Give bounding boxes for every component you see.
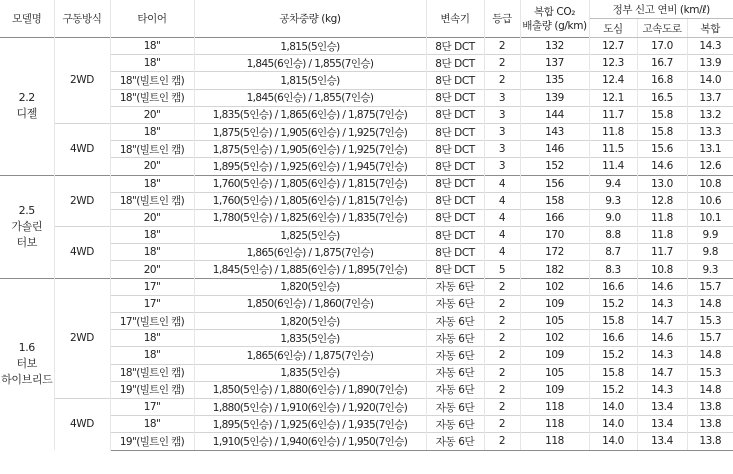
city-efficiency-cell: 15.2	[589, 381, 637, 398]
transmission-cell: 자동 6단	[426, 330, 484, 347]
table-row	[0, 433, 733, 450]
tire-cell: 18"(빌트인 캠)	[110, 364, 194, 381]
grade-cell: 5	[484, 261, 520, 278]
combined-efficiency-cell: 14.8	[687, 381, 733, 398]
city-efficiency-cell: 15.2	[589, 347, 637, 364]
tire-cell: 18"(빌트인 캠)	[110, 141, 194, 158]
transmission-cell: 자동 6단	[426, 313, 484, 330]
grade-cell: 3	[484, 158, 520, 175]
transmission-cell: 자동 6단	[426, 364, 484, 381]
city-efficiency-cell: 15.8	[589, 364, 637, 381]
highway-efficiency-cell: 14.7	[637, 313, 687, 330]
weight-cell: 1,865(6인승) / 1,875(7인승)	[194, 347, 426, 364]
table-row	[0, 38, 733, 55]
grade-cell: 2	[484, 278, 520, 295]
transmission-cell: 8단 DCT	[426, 106, 484, 123]
header-co2-line2: 배출량 (g/km)	[522, 19, 587, 32]
city-efficiency-cell: 11.5	[589, 141, 637, 158]
table-row	[0, 278, 733, 295]
co2-cell: 105	[520, 364, 589, 381]
table-row	[0, 330, 733, 347]
transmission-cell: 8단 DCT	[426, 123, 484, 140]
highway-efficiency-cell: 15.8	[637, 106, 687, 123]
city-efficiency-cell: 8.3	[589, 261, 637, 278]
city-efficiency-cell: 9.0	[589, 209, 637, 226]
drive-type-cell: 4WD	[54, 227, 110, 279]
weight-cell: 1,850(5인승) / 1,880(6인승) / 1,890(7인승)	[194, 381, 426, 398]
table-row	[0, 398, 733, 415]
combined-efficiency-cell: 13.2	[687, 106, 733, 123]
tire-cell: 19"(빌트인 캠)	[110, 381, 194, 398]
tire-cell: 18"	[110, 55, 194, 72]
header-transmission: 변속기	[426, 0, 484, 38]
header-tire: 타이어	[110, 0, 194, 38]
transmission-cell: 자동 6단	[426, 295, 484, 312]
co2-cell: 135	[520, 72, 589, 89]
co2-cell: 132	[520, 38, 589, 55]
grade-cell: 3	[484, 106, 520, 123]
tire-cell: 18"	[110, 244, 194, 261]
tire-cell: 18"	[110, 227, 194, 244]
tire-cell: 18"	[110, 347, 194, 364]
combined-efficiency-cell: 14.3	[687, 38, 733, 55]
co2-cell: 143	[520, 123, 589, 140]
tire-cell: 18"(빌트인 캠)	[110, 89, 194, 106]
weight-cell: 1,825(5인승)	[194, 227, 426, 244]
grade-cell: 3	[484, 123, 520, 140]
co2-cell: 170	[520, 227, 589, 244]
transmission-cell: 자동 6단	[426, 416, 484, 433]
highway-efficiency-cell: 14.3	[637, 295, 687, 312]
combined-efficiency-cell: 12.6	[687, 158, 733, 175]
highway-efficiency-cell: 13.0	[637, 175, 687, 192]
tire-cell: 20"	[110, 106, 194, 123]
table-row	[0, 55, 733, 72]
co2-cell: 102	[520, 278, 589, 295]
co2-cell: 109	[520, 347, 589, 364]
grade-cell: 4	[484, 244, 520, 261]
co2-cell: 102	[520, 330, 589, 347]
weight-cell: 1,875(5인승) / 1,905(6인승) / 1,925(7인승)	[194, 141, 426, 158]
tire-cell: 18"	[110, 416, 194, 433]
co2-cell: 182	[520, 261, 589, 278]
tire-cell: 18"(빌트인 캠)	[110, 72, 194, 89]
table-row	[0, 347, 733, 364]
transmission-cell: 자동 6단	[426, 433, 484, 450]
weight-cell: 1,895(5인승) / 1,925(6인승) / 1,935(7인승)	[194, 416, 426, 433]
grade-cell: 2	[484, 55, 520, 72]
co2-cell: 139	[520, 89, 589, 106]
drive-type-cell: 2WD	[54, 38, 110, 124]
transmission-cell: 자동 6단	[426, 347, 484, 364]
highway-efficiency-cell: 14.3	[637, 347, 687, 364]
tire-cell: 18"	[110, 123, 194, 140]
co2-cell: 158	[520, 192, 589, 209]
grade-cell: 4	[484, 175, 520, 192]
model-name-line: 2.5	[18, 203, 35, 217]
transmission-cell: 8단 DCT	[426, 38, 484, 55]
header-co2	[520, 0, 589, 38]
transmission-cell: 8단 DCT	[426, 244, 484, 261]
table-row	[0, 381, 733, 398]
drive-type-cell: 4WD	[54, 398, 110, 450]
highway-efficiency-cell: 14.6	[637, 278, 687, 295]
tire-cell: 18"	[110, 175, 194, 192]
table-row	[0, 141, 733, 158]
combined-efficiency-cell: 13.8	[687, 416, 733, 433]
header-model: 모델명	[0, 0, 54, 38]
table-row	[0, 227, 733, 244]
grade-cell: 2	[484, 347, 520, 364]
city-efficiency-cell: 11.8	[589, 123, 637, 140]
model-name-line: 디젤	[16, 107, 37, 121]
co2-cell: 137	[520, 55, 589, 72]
highway-efficiency-cell: 10.8	[637, 261, 687, 278]
header-highway: 고속도로	[637, 19, 687, 38]
drive-type-cell: 4WD	[54, 123, 110, 175]
table-body	[0, 38, 733, 451]
co2-cell: 144	[520, 106, 589, 123]
combined-efficiency-cell: 13.1	[687, 141, 733, 158]
co2-cell: 172	[520, 244, 589, 261]
weight-cell: 1,815(5인승)	[194, 38, 426, 55]
transmission-cell: 자동 6단	[426, 278, 484, 295]
weight-cell: 1,815(5인승)	[194, 72, 426, 89]
header-drive: 구동방식	[54, 0, 110, 38]
city-efficiency-cell: 12.4	[589, 72, 637, 89]
combined-efficiency-cell: 15.7	[687, 278, 733, 295]
model-name-cell	[0, 175, 54, 278]
weight-cell: 1,835(5인승) / 1,865(6인승) / 1,875(7인승)	[194, 106, 426, 123]
co2-cell: 118	[520, 398, 589, 415]
highway-efficiency-cell: 15.8	[637, 123, 687, 140]
weight-cell: 1,850(6인승) / 1,860(7인승)	[194, 295, 426, 312]
tire-cell: 18"	[110, 38, 194, 55]
city-efficiency-cell: 12.3	[589, 55, 637, 72]
tire-cell: 20"	[110, 261, 194, 278]
tire-cell: 17"(빌트인 캠)	[110, 313, 194, 330]
highway-efficiency-cell: 14.3	[637, 381, 687, 398]
grade-cell: 2	[484, 364, 520, 381]
highway-efficiency-cell: 17.0	[637, 38, 687, 55]
highway-efficiency-cell: 14.6	[637, 158, 687, 175]
table-row	[0, 192, 733, 209]
co2-cell: 105	[520, 313, 589, 330]
highway-efficiency-cell: 13.4	[637, 416, 687, 433]
co2-cell: 118	[520, 416, 589, 433]
city-efficiency-cell: 15.2	[589, 295, 637, 312]
weight-cell: 1,780(5인승) / 1,825(6인승) / 1,835(7인승)	[194, 209, 426, 226]
grade-cell: 4	[484, 192, 520, 209]
transmission-cell: 8단 DCT	[426, 175, 484, 192]
grade-cell: 2	[484, 381, 520, 398]
combined-efficiency-cell: 15.3	[687, 313, 733, 330]
combined-efficiency-cell: 9.9	[687, 227, 733, 244]
highway-efficiency-cell: 13.4	[637, 398, 687, 415]
city-efficiency-cell: 14.0	[589, 433, 637, 450]
combined-efficiency-cell: 13.9	[687, 55, 733, 72]
combined-efficiency-cell: 9.3	[687, 261, 733, 278]
co2-cell: 109	[520, 381, 589, 398]
highway-efficiency-cell: 16.7	[637, 55, 687, 72]
highway-efficiency-cell: 12.8	[637, 192, 687, 209]
transmission-cell: 8단 DCT	[426, 55, 484, 72]
combined-efficiency-cell: 10.8	[687, 175, 733, 192]
table-row	[0, 209, 733, 226]
drive-type-cell: 2WD	[54, 278, 110, 398]
table-row	[0, 175, 733, 192]
co2-cell: 109	[520, 295, 589, 312]
grade-cell: 2	[484, 38, 520, 55]
table-row	[0, 261, 733, 278]
weight-cell: 1,820(5인승)	[194, 313, 426, 330]
tire-cell: 17"	[110, 398, 194, 415]
tire-cell: 20"	[110, 158, 194, 175]
city-efficiency-cell: 14.0	[589, 416, 637, 433]
co2-cell: 146	[520, 141, 589, 158]
grade-cell: 2	[484, 330, 520, 347]
grade-cell: 3	[484, 141, 520, 158]
model-name-line: 터보	[16, 235, 37, 249]
header-city: 도심	[589, 19, 637, 38]
model-name-line: 터보	[16, 357, 37, 371]
model-name-line: 2.2	[18, 91, 35, 105]
table-row	[0, 89, 733, 106]
header-combined: 복합	[687, 19, 733, 38]
co2-cell: 152	[520, 158, 589, 175]
weight-cell: 1,895(5인승) / 1,925(6인승) / 1,945(7인승)	[194, 158, 426, 175]
combined-efficiency-cell: 10.1	[687, 209, 733, 226]
highway-efficiency-cell: 14.7	[637, 364, 687, 381]
transmission-cell: 8단 DCT	[426, 89, 484, 106]
weight-cell: 1,865(6인승) / 1,875(7인승)	[194, 244, 426, 261]
city-efficiency-cell: 8.8	[589, 227, 637, 244]
combined-efficiency-cell: 15.3	[687, 364, 733, 381]
weight-cell: 1,760(5인승) / 1,805(6인승) / 1,815(7인승)	[194, 192, 426, 209]
grade-cell: 2	[484, 313, 520, 330]
transmission-cell: 8단 DCT	[426, 209, 484, 226]
weight-cell: 1,910(5인승) / 1,940(6인승) / 1,950(7인승)	[194, 433, 426, 450]
model-name-line: 1.6	[18, 341, 35, 355]
weight-cell: 1,820(5인승)	[194, 278, 426, 295]
highway-efficiency-cell: 13.4	[637, 433, 687, 450]
city-efficiency-cell: 16.6	[589, 330, 637, 347]
highway-efficiency-cell: 11.7	[637, 244, 687, 261]
table-row	[0, 416, 733, 433]
transmission-cell: 8단 DCT	[426, 141, 484, 158]
transmission-cell: 8단 DCT	[426, 227, 484, 244]
grade-cell: 2	[484, 398, 520, 415]
grade-cell: 4	[484, 227, 520, 244]
co2-cell: 118	[520, 433, 589, 450]
tire-cell: 19"(빌트인 캠)	[110, 433, 194, 450]
city-efficiency-cell: 11.7	[589, 106, 637, 123]
city-efficiency-cell: 9.4	[589, 175, 637, 192]
transmission-cell: 8단 DCT	[426, 192, 484, 209]
table-row	[0, 364, 733, 381]
city-efficiency-cell: 15.8	[589, 313, 637, 330]
weight-cell: 1,760(5인승) / 1,805(6인승) / 1,815(7인승)	[194, 175, 426, 192]
highway-efficiency-cell: 11.8	[637, 227, 687, 244]
combined-efficiency-cell: 13.8	[687, 433, 733, 450]
model-name-line: 가솔린	[11, 219, 43, 233]
model-name-cell	[0, 278, 54, 450]
table-row	[0, 244, 733, 261]
combined-efficiency-cell: 14.0	[687, 72, 733, 89]
city-efficiency-cell: 14.0	[589, 398, 637, 415]
table-row	[0, 295, 733, 312]
weight-cell: 1,845(5인승) / 1,885(6인승) / 1,895(7인승)	[194, 261, 426, 278]
combined-efficiency-cell: 10.6	[687, 192, 733, 209]
city-efficiency-cell: 12.7	[589, 38, 637, 55]
combined-efficiency-cell: 13.3	[687, 123, 733, 140]
transmission-cell: 8단 DCT	[426, 158, 484, 175]
transmission-cell: 자동 6단	[426, 381, 484, 398]
header-efficiency: 정부 신고 연비 (km/ℓ)	[589, 0, 733, 19]
combined-efficiency-cell: 9.8	[687, 244, 733, 261]
weight-cell: 1,875(5인승) / 1,905(6인승) / 1,925(7인승)	[194, 123, 426, 140]
table-header	[0, 0, 733, 38]
grade-cell: 2	[484, 295, 520, 312]
highway-efficiency-cell: 14.6	[637, 330, 687, 347]
city-efficiency-cell: 11.4	[589, 158, 637, 175]
combined-efficiency-cell: 13.8	[687, 398, 733, 415]
tire-cell: 20"	[110, 209, 194, 226]
tire-cell: 18"(빌트인 캠)	[110, 192, 194, 209]
combined-efficiency-cell: 13.7	[687, 89, 733, 106]
model-name-cell	[0, 38, 54, 176]
table-row	[0, 313, 733, 330]
header-grade: 등급	[484, 0, 520, 38]
highway-efficiency-cell: 15.6	[637, 141, 687, 158]
weight-cell: 1,835(5인승)	[194, 364, 426, 381]
city-efficiency-cell: 8.7	[589, 244, 637, 261]
transmission-cell: 자동 6단	[426, 398, 484, 415]
combined-efficiency-cell: 14.8	[687, 347, 733, 364]
co2-cell: 166	[520, 209, 589, 226]
tire-cell: 17"	[110, 278, 194, 295]
transmission-cell: 8단 DCT	[426, 261, 484, 278]
table-row	[0, 72, 733, 89]
highway-efficiency-cell: 16.5	[637, 89, 687, 106]
highway-efficiency-cell: 11.8	[637, 209, 687, 226]
grade-cell: 4	[484, 209, 520, 226]
combined-efficiency-cell: 14.8	[687, 295, 733, 312]
header-co2-line1: 복합 CO₂	[533, 5, 576, 18]
weight-cell: 1,845(6인승) / 1,855(7인승)	[194, 89, 426, 106]
co2-cell: 156	[520, 175, 589, 192]
grade-cell: 3	[484, 89, 520, 106]
city-efficiency-cell: 16.6	[589, 278, 637, 295]
city-efficiency-cell: 12.1	[589, 89, 637, 106]
weight-cell: 1,880(5인승) / 1,910(6인승) / 1,920(7인승)	[194, 398, 426, 415]
table-row	[0, 158, 733, 175]
tire-cell: 18"	[110, 330, 194, 347]
grade-cell: 2	[484, 433, 520, 450]
table-row	[0, 123, 733, 140]
grade-cell: 2	[484, 72, 520, 89]
weight-cell: 1,845(6인승) / 1,855(7인승)	[194, 55, 426, 72]
tire-cell: 17"	[110, 295, 194, 312]
highway-efficiency-cell: 16.8	[637, 72, 687, 89]
drive-type-cell: 2WD	[54, 175, 110, 227]
city-efficiency-cell: 9.3	[589, 192, 637, 209]
table-row	[0, 106, 733, 123]
weight-cell: 1,835(5인승)	[194, 330, 426, 347]
header-weight: 공차중량 (kg)	[194, 0, 426, 38]
grade-cell: 2	[484, 416, 520, 433]
combined-efficiency-cell: 15.7	[687, 330, 733, 347]
model-name-line: 하이브리드	[1, 373, 53, 387]
transmission-cell: 8단 DCT	[426, 72, 484, 89]
